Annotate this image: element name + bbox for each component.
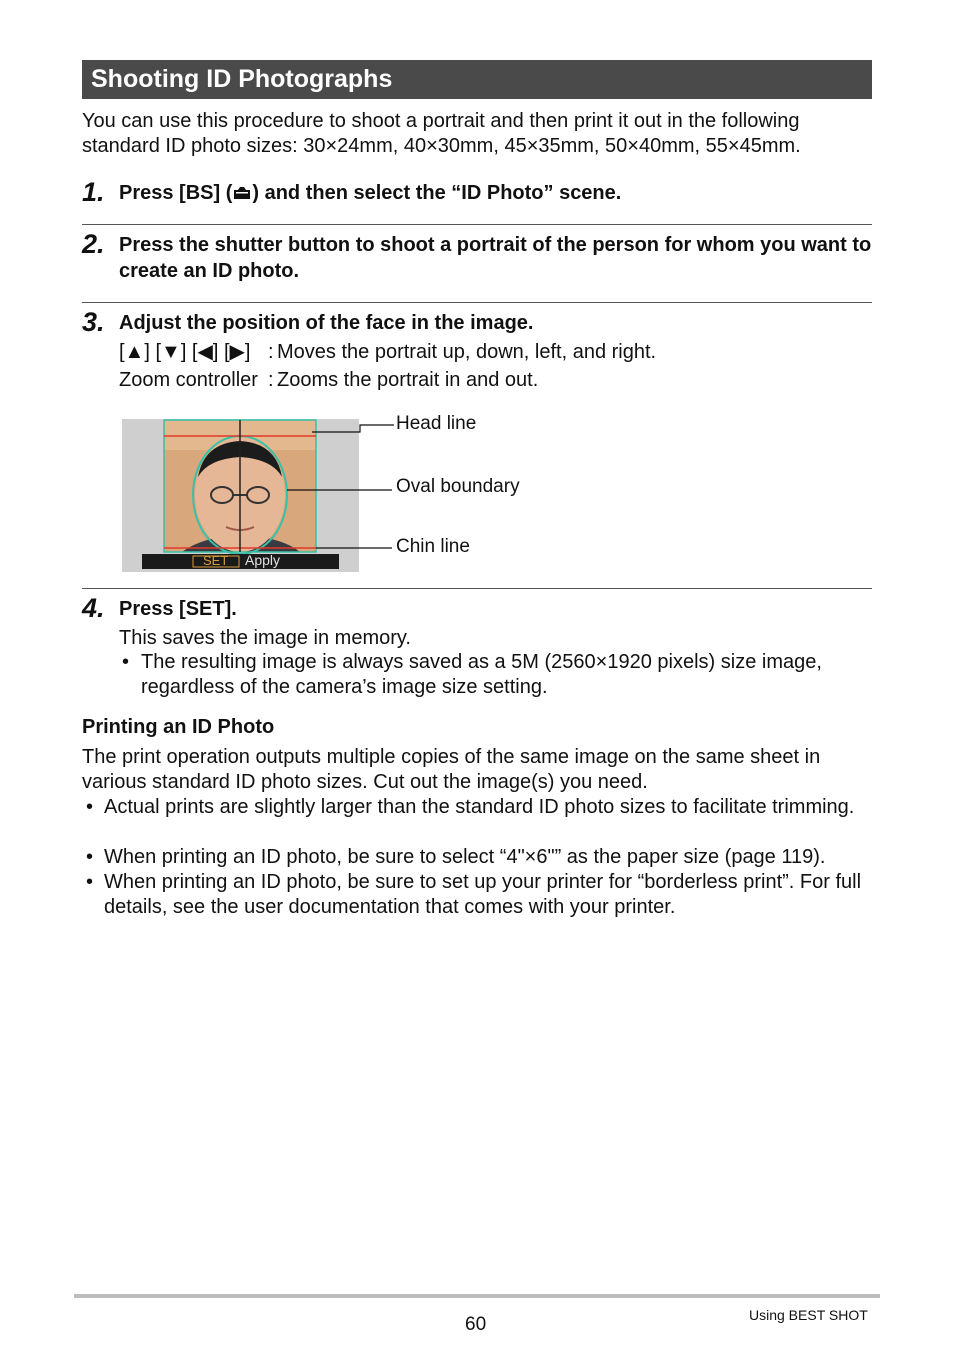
section-header: [82, 60, 872, 99]
printing-title: Printing an ID Photo: [82, 716, 275, 738]
control-separator: :: [268, 341, 274, 363]
footer-rule: [74, 1294, 880, 1298]
bullet-dot: •: [122, 651, 130, 673]
step-4-text: Press [SET].: [119, 598, 237, 620]
oval-boundary-label: Oval boundary: [396, 476, 520, 497]
step-2-number: 2.: [82, 229, 105, 259]
bullet-dot: •: [86, 871, 94, 893]
step-3-number: 3.: [82, 307, 105, 337]
printing-bullet-text: Actual prints are slightly larger than the standard ID photo sizes to facilitate trimming.: [104, 796, 855, 818]
step-1-text-after: ) and then select the “ID Photo” scene.: [252, 182, 622, 204]
step-1-text-before: Press [BS] (: [119, 182, 233, 204]
divider: [82, 302, 872, 303]
printing-body: The print operation outputs multiple copies of the same image on the same sheet in various standard ID photo sizes. Cut out the image(s) you need.: [82, 746, 821, 793]
control-key-arrows: [▲] [▼] [◀] [▶]: [119, 341, 251, 363]
step-4-detail: This saves the image in memory.: [119, 627, 411, 649]
step-1-text: [119, 180, 879, 206]
divider: [82, 224, 872, 225]
printing-bullet: [86, 845, 876, 870]
printing-bullet-text: When printing an ID photo, be sure to set up your printer for “borderless print”. For full details, see the user documentation that comes with your printer.: [104, 871, 862, 918]
step-2-text: Press the shutter button to shoot a portrait of the person for whom you want to create an ID photo.: [119, 234, 872, 282]
step-4-bullet-text: The resulting image is always saved as a 5M (2560×1920 pixels) size image, regardless of the camera’s image size setting.: [141, 651, 822, 698]
bullet-dot: •: [86, 796, 94, 818]
printing-bullet: [86, 795, 876, 820]
page-number: 60: [465, 1314, 487, 1335]
step-1-number: 1.: [82, 177, 105, 207]
control-desc-arrows: Moves the portrait up, down, left, and right.: [277, 341, 657, 363]
intro-paragraph: You can use this procedure to shoot a portrait and then print it out in the following standard ID photo sizes: 30×24mm, 40×30mm, 45×35mm, 50×40mm, 55×45mm.: [82, 110, 801, 157]
section-title: Shooting ID Photographs: [91, 65, 393, 93]
control-separator: :: [268, 369, 274, 391]
printing-bullet-text: When printing an ID photo, be sure to select “4"×6"” as the paper size (page 119).: [104, 846, 826, 868]
printing-bullet: [86, 870, 876, 920]
control-desc-zoom: Zooms the portrait in and out.: [277, 369, 539, 391]
head-line-label: Head line: [396, 413, 477, 434]
step-3-text: Adjust the position of the face in the image.: [119, 312, 534, 334]
chin-line-label: Chin line: [396, 536, 470, 557]
step-4-bullet: [122, 650, 872, 700]
footer-section-label: Using BEST SHOT: [749, 1307, 868, 1323]
camera-scene-icon: [232, 181, 252, 195]
set-key-label: SET: [203, 553, 229, 568]
apply-label: Apply: [245, 552, 281, 568]
divider: [82, 588, 872, 589]
step-4-number: 4.: [82, 593, 105, 623]
control-key-zoom: Zoom controller: [119, 369, 258, 391]
bullet-dot: •: [86, 846, 94, 868]
